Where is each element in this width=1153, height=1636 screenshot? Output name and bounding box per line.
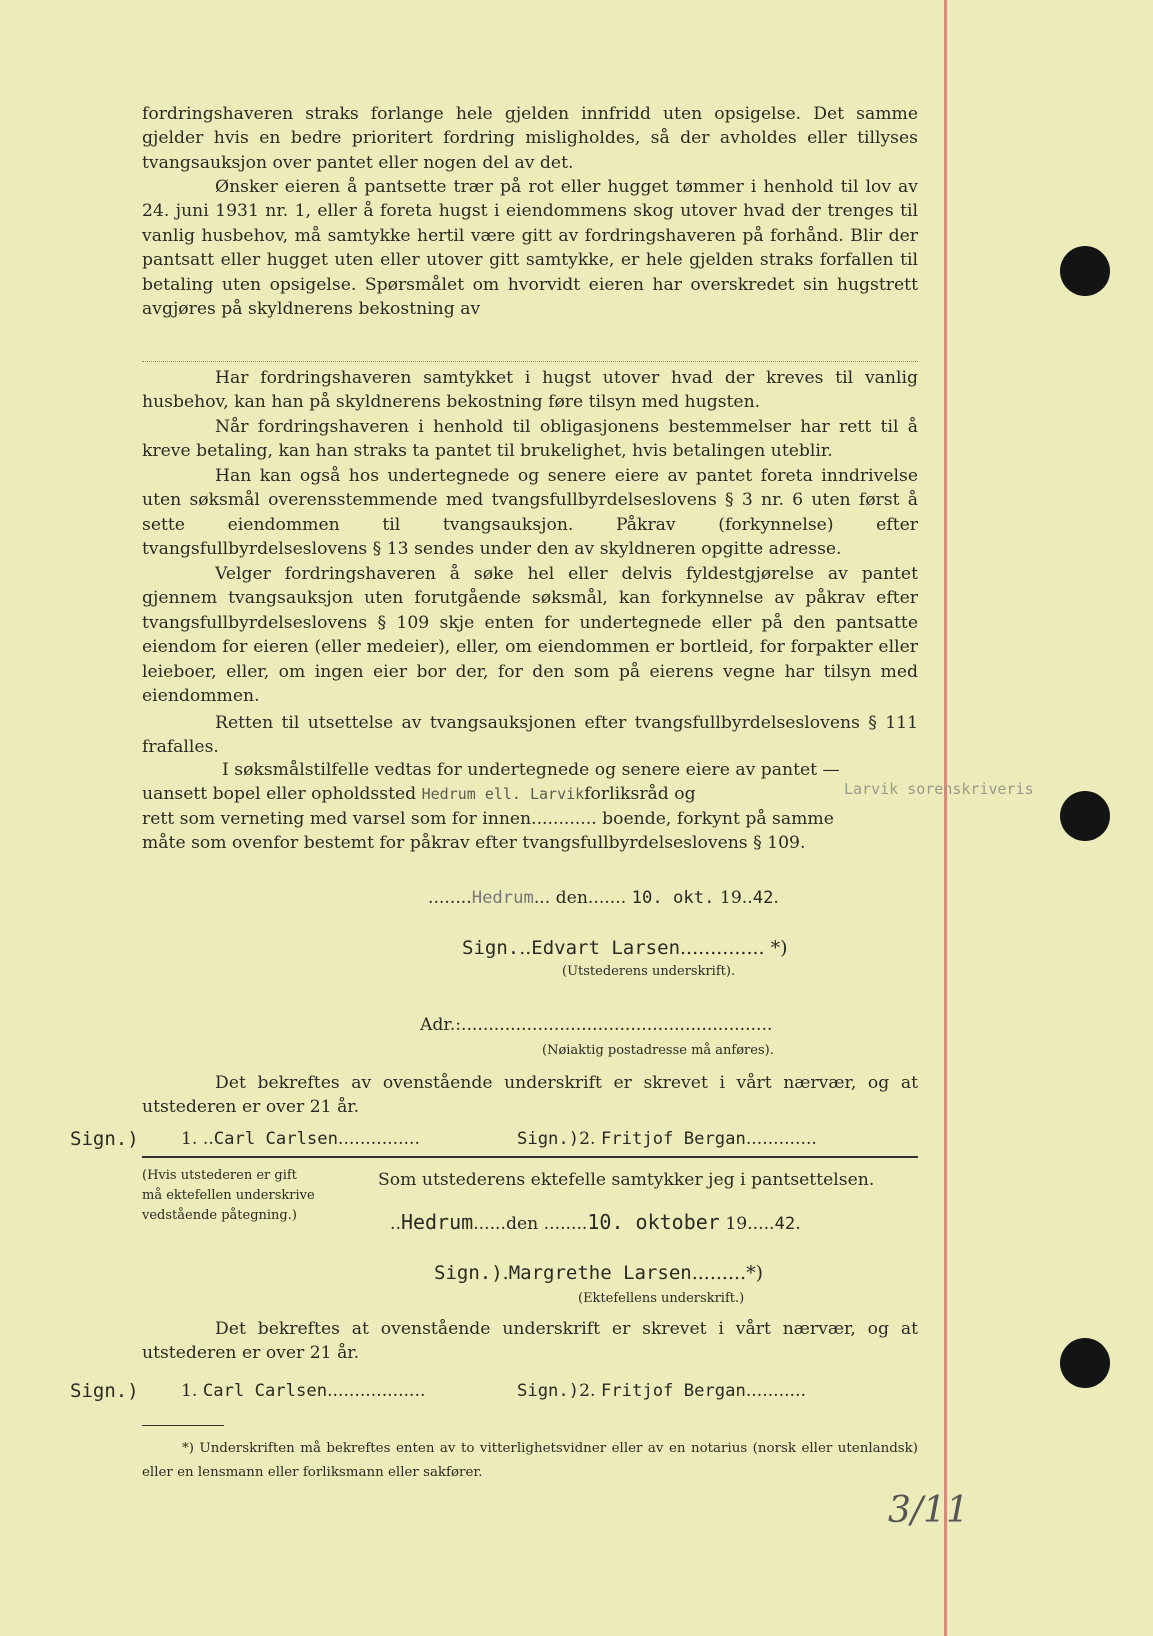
year-prefix: 19 xyxy=(719,888,742,908)
text-line: måte som ovenfor bestemt for påkrav efter tvangsfullbyrdelseslovens § 109. xyxy=(142,833,806,853)
page-mark: 3/11 xyxy=(888,1490,969,1531)
footnote-marker: *) xyxy=(770,937,788,959)
witness-name: Carl Carlsen xyxy=(213,1129,338,1149)
text: forliksråd og xyxy=(584,784,696,804)
witness-1: 1. Carl Carlsen.................. xyxy=(181,1381,426,1401)
text-line: rett som verneting med varsel som for innen............ boende, forkynt på samme xyxy=(142,809,834,829)
footnote: *) Underskriften må bekreftes enten av to vitterlighetsvidner eller av en notarius (norsk eller utenlandsk) eller en lensmann eller forliksmann eller sakfører. xyxy=(142,1441,918,1480)
paragraph: Det bekreftes av ovenstående underskrift er skrevet i vårt nærvær, og at utstederen er over 21 år. xyxy=(142,1073,918,1118)
text: uansett bopel eller opholdssted xyxy=(142,784,417,804)
dotted-divider xyxy=(142,361,918,362)
paragraph: Velger fordringshaveren å søke hel eller delvis fyldestgjørelse av pantet gjennem tvangsauksjon uten forutgående søksmål, kan forkynnelse av påkrav efter tvangsfullbyrdelseslovens § 109 skje enten for undertegnede eller på den pantsatte eiendom for eieren (eller medeier), eller, om eiendommen er bortleid, for forpakter eller leieboer, eller, om ingen eier bor der, for den som på eierens vegne har tilsyn med eiendommen. xyxy=(142,564,918,707)
issuer-signature: Sign...Edvart Larsen.............. *) xyxy=(462,937,788,959)
year-suffix: 42 xyxy=(752,888,774,908)
witness-label: Sign.) xyxy=(517,1381,580,1401)
address-line: Adr.:......................................................... xyxy=(420,1015,773,1035)
witness-2: Sign.)2. Fritjof Bergan............. xyxy=(517,1129,817,1149)
signer-name: Edvart Larsen xyxy=(531,937,681,959)
place: Hedrum xyxy=(400,1210,474,1234)
witness-label: Sign.) xyxy=(517,1129,580,1149)
year-suffix: 42 xyxy=(774,1214,796,1234)
text-line xyxy=(142,784,696,804)
paragraph: Det bekreftes at ovenstående underskrift er skrevet i vårt nærvær, og at utstederen er over 21 år. xyxy=(142,1319,918,1364)
sign-prefix: Sign.) xyxy=(434,1262,503,1284)
number: 1. xyxy=(181,1129,198,1149)
spouse-signature: Sign.).Margrethe Larsen.........*) xyxy=(434,1262,763,1284)
spouse-note-line: (Hvis utstederen er gift xyxy=(142,1168,297,1183)
date-line: ........Hedrum... den....... 10. okt. 19..42. xyxy=(428,888,779,908)
margin-line xyxy=(944,0,947,1636)
punch-hole xyxy=(1060,791,1110,841)
witness-label: Sign.) xyxy=(70,1380,139,1402)
paragraph: Har fordringshaveren samtykket i hugst utover hvad der kreves til vanlig husbehov, kan han på skyldnerens bekostning føre tilsyn med hugsten. xyxy=(142,368,918,413)
number: 1. xyxy=(181,1381,198,1401)
divider xyxy=(142,1156,918,1158)
witness-2: Sign.)2. Fritjof Bergan........... xyxy=(517,1381,806,1401)
typed-court: Larvik sorenskriveris xyxy=(844,780,1034,798)
paragraph: fordringshaveren straks forlange hele gjelden innfridd uten opsigelse. Det samme gjelder hvis en bedre prioritert fordring misligholdes, så der avholdes eller tillyses tvangsauksjon over pantet eller nogen del av det. xyxy=(142,104,918,173)
punch-hole xyxy=(1060,1338,1110,1388)
signer-name: Margrethe Larsen xyxy=(508,1262,692,1284)
witness-name: Fritjof Bergan xyxy=(600,1381,746,1401)
paragraph: Ønsker eieren å pantsette trær på rot eller hugget tømmer i henhold til lov av 24. juni 1931 nr. 1, eller å foreta hugst i eiendommens skog utover hvad der trenges til vanlig husbehov, må samtykke hertil være gitt av fordringshaveren på forhånd. Blir der pantsatt eller hugget uten eller utover gitt samtykke, er hele gjelden straks forfallen til betaling uten opsigelse. Spørsmålet om hvorvidt eieren har overskredet sin hugstrett avgjøres på skyldnerens bekostning av xyxy=(142,177,918,320)
witness-1: 1. ..Carl Carlsen............... xyxy=(181,1129,420,1149)
label: den xyxy=(555,888,588,908)
sign-prefix: Sign. xyxy=(462,937,520,959)
label: den xyxy=(505,1214,539,1234)
footnote-rule xyxy=(142,1425,224,1426)
label: Adr.: xyxy=(420,1015,461,1035)
number: 2. xyxy=(579,1381,596,1401)
number: 2. xyxy=(579,1129,596,1149)
witness-label: Sign.) xyxy=(70,1128,139,1150)
year-prefix: 19 xyxy=(725,1214,748,1234)
typed-venue: Hedrum ell. Larvik xyxy=(421,785,585,803)
paragraph: Han kan også hos undertegnede og senere eiere av pantet foreta inndrivelse uten søksmål overensstemmende med tvangsfullbyrdelseslovens § 3 nr. 6 uten først å sette eiendommen til tvangsauksjon. Påkrav (forkynnelse) efter tvangsfullbyrdelseslovens § 13 sendes under den av skyldneren opgitte adresse. xyxy=(142,466,918,560)
caption: (Utstederens underskrift). xyxy=(562,964,736,979)
day: 10. okt. xyxy=(631,888,715,908)
punch-hole xyxy=(1060,246,1110,296)
spouse-date-line: ..Hedrum......den ........10. oktober 19.....42. xyxy=(390,1210,801,1234)
date: 10. oktober xyxy=(587,1210,720,1234)
paragraph: Retten til utsettelse av tvangsauksjonen efter tvangsfullbyrdelseslovens § 111 frafalles. xyxy=(142,713,918,758)
spouse-note-line: vedstående påtegning.) xyxy=(142,1208,297,1223)
witness-name: Fritjof Bergan xyxy=(600,1129,746,1149)
spouse-consent: Som utstederens ektefelle samtykker jeg i pantsettelsen. xyxy=(378,1170,875,1190)
text-line: I søksmålstilfelle vedtas for undertegnede og senere eiere av pantet — xyxy=(222,760,840,780)
witness-name: Carl Carlsen xyxy=(202,1381,328,1401)
paragraph: Når fordringshaveren i henhold til obligasjonens bestemmelser har rett til å kreve betaling, kan han straks ta pantet til brukelighet, hvis betalingen uteblir. xyxy=(142,417,918,462)
footnote-marker: *) xyxy=(746,1262,763,1284)
caption: (Ektefellens underskrift.) xyxy=(578,1291,745,1306)
spouse-note-line: må ektefellen underskrive xyxy=(142,1188,315,1203)
place: Hedrum xyxy=(471,888,534,908)
caption: (Nøiaktig postadresse må anføres). xyxy=(542,1043,774,1058)
